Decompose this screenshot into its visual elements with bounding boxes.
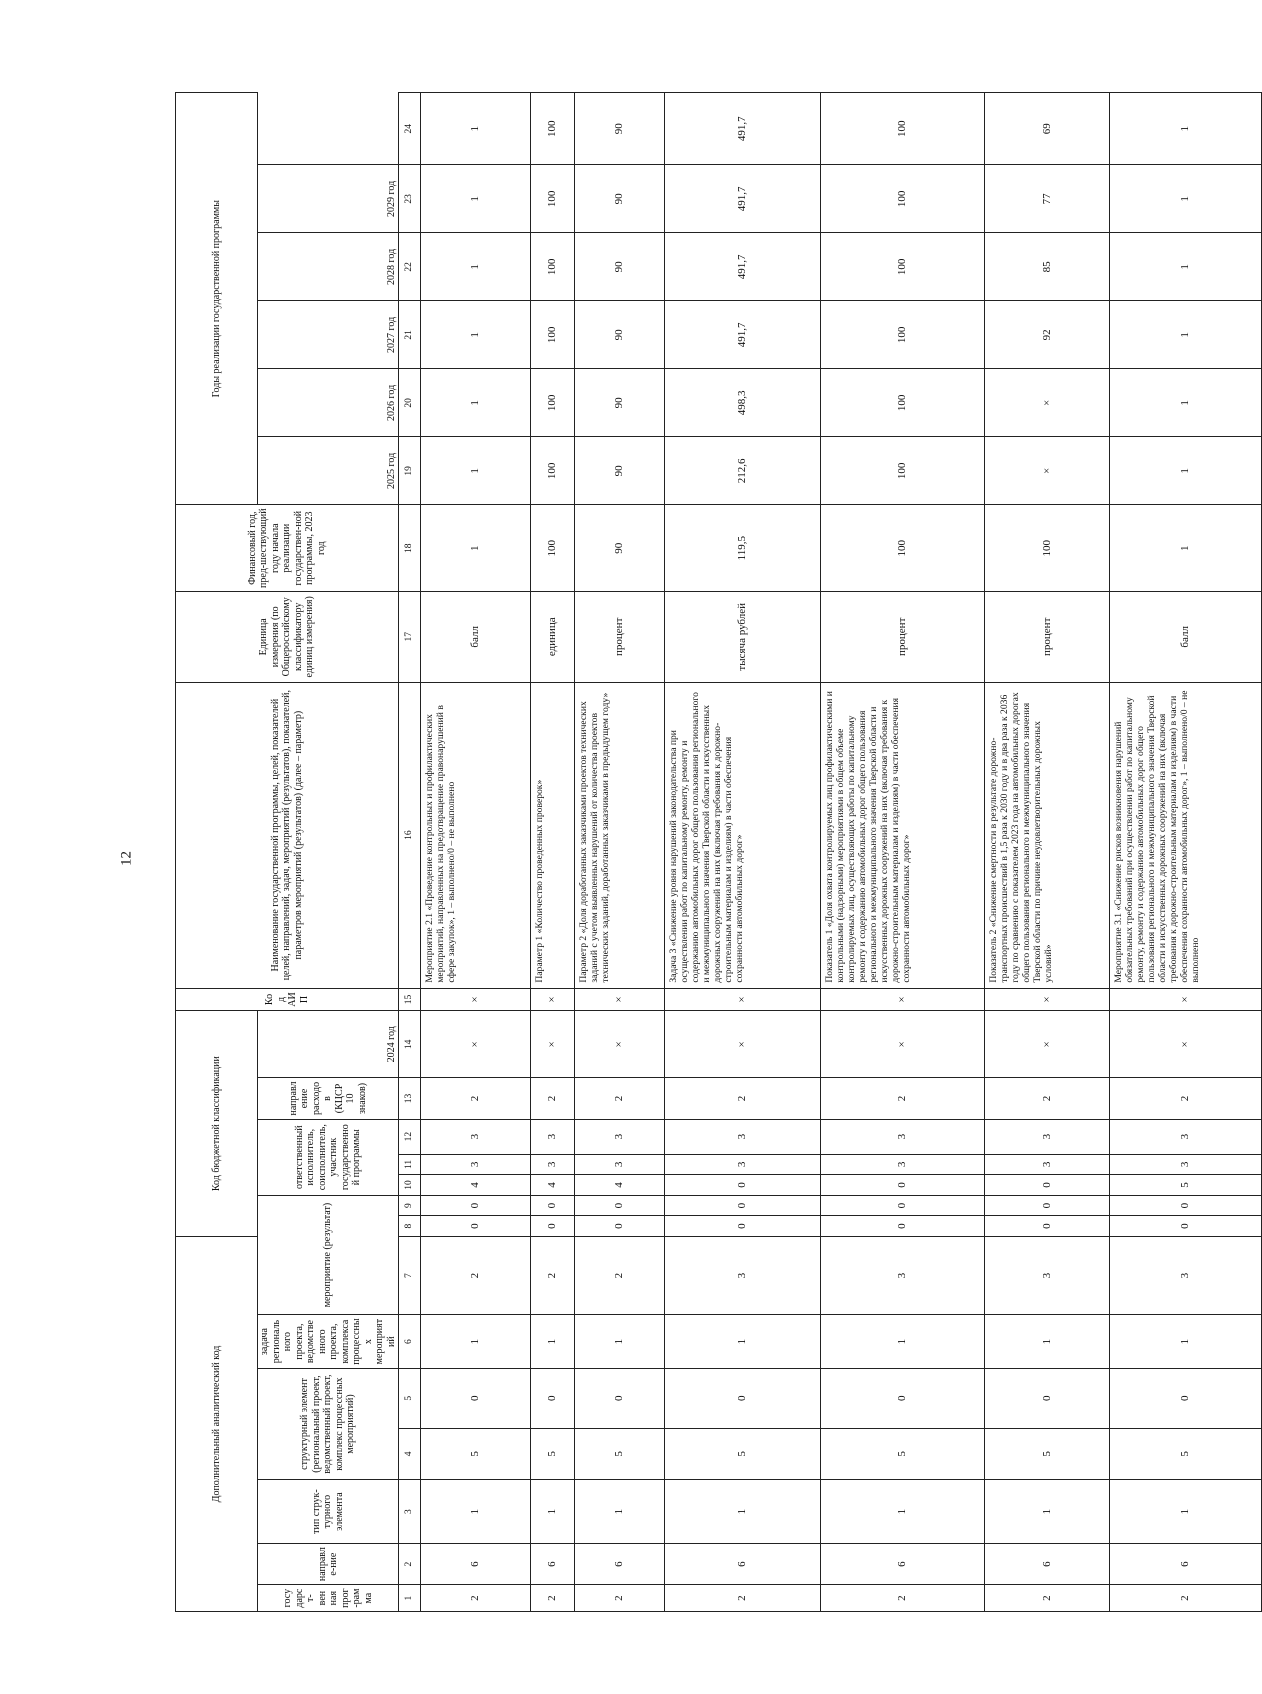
code-cell: × (531, 988, 575, 1011)
year-value: 491,7 (665, 93, 821, 165)
column-number: 4 (399, 1428, 421, 1480)
code-cell: 4 (421, 1175, 531, 1196)
code-cell: × (575, 988, 665, 1011)
code-cell: 5 (575, 1428, 665, 1480)
code-cell: 0 (665, 1216, 821, 1237)
year-value: 1 (1110, 165, 1262, 233)
code-cell: 4 (575, 1175, 665, 1196)
year-value: 498,3 (665, 369, 821, 437)
program-table (175, 92, 1262, 1612)
year-value: 212,6 (665, 437, 821, 505)
year-value: 85 (985, 233, 1110, 301)
year-value: 1 (421, 369, 531, 437)
column-number: 3 (399, 1480, 421, 1544)
aip-code-header: Код АИП (176, 988, 399, 1011)
code-cell: 1 (1110, 1480, 1262, 1544)
code-cell: 1 (985, 1315, 1110, 1369)
code-cell: 3 (665, 1236, 821, 1314)
code-cell: 5 (421, 1428, 531, 1480)
year-value: 491,7 (665, 301, 821, 369)
column-number: 7 (399, 1236, 421, 1314)
year-value: 90 (575, 165, 665, 233)
code-cell: 3 (575, 1119, 665, 1154)
code-cell: 0 (531, 1368, 575, 1428)
unit-header: Единица измерения (по Общероссийскому классификатору единиц измерения) (176, 591, 399, 682)
direction-header: направле-ние (258, 1544, 399, 1585)
year-value: 1 (421, 93, 531, 165)
code-cell: 0 (985, 1216, 1110, 1237)
table-row (421, 93, 531, 1612)
code-cell: 0 (575, 1368, 665, 1428)
code-cell: 3 (531, 1154, 575, 1175)
code-cell: 1 (821, 1315, 985, 1369)
column-number: 22 (399, 233, 421, 301)
column-number: 23 (399, 165, 421, 233)
code-cell: × (421, 1011, 531, 1078)
column-number: 6 (399, 1315, 421, 1369)
year-value: × (985, 369, 1110, 437)
code-cell: 3 (665, 1119, 821, 1154)
struct-type-header: тип струк-турного элемента (258, 1480, 399, 1544)
column-number: 18 (399, 505, 421, 592)
struct-element-header: структурный элемент (региональный проект, ведомственный проект, комплекс процессных мероприятий) (258, 1368, 399, 1479)
year-value: 100 (531, 301, 575, 369)
year-value: 491,7 (665, 165, 821, 233)
year-value: 1 (1110, 437, 1262, 505)
code-cell: 0 (821, 1216, 985, 1237)
code-cell: × (531, 1011, 575, 1078)
year-value: 100 (821, 165, 985, 233)
code-cell: 0 (665, 1195, 821, 1216)
code-cell: 1 (531, 1315, 575, 1369)
code-cell: 5 (985, 1428, 1110, 1480)
code-cell: × (821, 1011, 985, 1078)
code-cell: 3 (531, 1119, 575, 1154)
code-cell: 1 (821, 1480, 985, 1544)
column-number: 16 (399, 682, 421, 988)
code-cell: 0 (985, 1175, 1110, 1196)
code-cell: 6 (665, 1544, 821, 1585)
code-cell: 4 (531, 1175, 575, 1196)
column-number: 2 (399, 1544, 421, 1585)
year-value: 90 (575, 233, 665, 301)
year-value: × (985, 437, 1110, 505)
code-cell: 1 (575, 1315, 665, 1369)
code-cell: 3 (421, 1119, 531, 1154)
code-cell: 5 (1110, 1175, 1262, 1196)
year-value: 100 (531, 93, 575, 165)
code-cell: × (665, 1011, 821, 1078)
code-cell: 2 (1110, 1078, 1262, 1119)
code-cell: 2 (575, 1585, 665, 1612)
year-value: 100 (821, 301, 985, 369)
code-cell: × (1110, 1011, 1262, 1078)
year-value: 90 (575, 437, 665, 505)
code-cell: 3 (821, 1154, 985, 1175)
years-header: Годы реализации государственной программы (176, 93, 258, 505)
column-number: 15 (399, 988, 421, 1011)
code-cell: 1 (531, 1480, 575, 1544)
code-cell: 2 (821, 1078, 985, 1119)
year-header-2: 2025 год (258, 437, 399, 505)
code-cell: 3 (821, 1236, 985, 1314)
code-cell: 2 (421, 1078, 531, 1119)
code-cell: 3 (1110, 1154, 1262, 1175)
code-cell: 3 (985, 1236, 1110, 1314)
code-cell: × (1110, 988, 1262, 1011)
column-number: 14 (399, 1011, 421, 1078)
code-cell: 1 (665, 1315, 821, 1369)
column-number: 9 (399, 1195, 421, 1216)
fin-year-value: 100 (821, 505, 985, 592)
item-name: Показатель 1 «Доля охвата контролируемых лиц профилактическими и контрольными (надзорными) мероприятиями в общем объеме контролируемых лиц, осуществляющих работы по капитальному ремонту и содержанию автомобильных дорог общего пользования регионального и межмуниципального значения Тверской области и искусственных дорожных сооружений на них (включая требования к дорожно-строительным материалам и изделиям) в части обеспечения сохранности автомобильных дорог» (821, 682, 985, 988)
item-name: Задача 3 «Снижение уровня нарушений законодательства при осуществлении работ по капитальному ремонту, ремонту и содержанию автомобильных дорог общего пользования регионального и межмуниципального значения Тверской области и искусственных дорожных сооружений на них (включая требования к дорожно-строительным материалам и изделиям) в части обеспечения сохранности автомобильных дорог» (665, 682, 821, 988)
year-value: 1 (421, 165, 531, 233)
item-name: Мероприятие 3.1 «Снижение рисков возникновения нарушений обязательных требований при осуществлении работ по капитальному ремонту, ремонту и содержанию автомобильных дорог общего пользования регионального и межмуниципального значения Тверской области и искусственных дорожных сооружений на них (включая требования к дорожно-строительным материалам и изделиям) в части обеспечения сохранности автомобильных дорог», 1 – выполнено/0 – не выполнено (1110, 682, 1262, 988)
code-cell: 6 (421, 1544, 531, 1585)
budget-code-header: Код бюджетной классификации (176, 1011, 258, 1237)
year-value: 1 (421, 437, 531, 505)
year-value: 1 (421, 301, 531, 369)
code-cell: 3 (1110, 1119, 1262, 1154)
year-value: 1 (1110, 369, 1262, 437)
fin-year-value: 1 (1110, 505, 1262, 592)
code-cell: 5 (821, 1428, 985, 1480)
year-value: 100 (821, 233, 985, 301)
unit-cell: процент (575, 591, 665, 682)
column-number: 20 (399, 369, 421, 437)
table-row (531, 93, 575, 1612)
code-cell: × (575, 1011, 665, 1078)
unit-cell: процент (985, 591, 1110, 682)
code-cell: 2 (985, 1585, 1110, 1612)
rotated-table-container (175, 92, 1202, 1612)
code-cell: 2 (665, 1585, 821, 1612)
code-cell: 1 (421, 1480, 531, 1544)
unit-cell: процент (821, 591, 985, 682)
code-cell: 1 (985, 1480, 1110, 1544)
code-cell: 0 (531, 1216, 575, 1237)
code-cell: × (985, 988, 1110, 1011)
code-cell: 3 (421, 1154, 531, 1175)
code-cell: 2 (821, 1585, 985, 1612)
code-cell: 6 (531, 1544, 575, 1585)
fin-year-value: 1 (421, 505, 531, 592)
code-cell: × (821, 988, 985, 1011)
year-value: 100 (821, 437, 985, 505)
code-cell: 5 (531, 1428, 575, 1480)
column-number: 5 (399, 1368, 421, 1428)
column-number: 1 (399, 1585, 421, 1612)
column-number: 17 (399, 591, 421, 682)
year-value: 1 (1110, 233, 1262, 301)
code-cell: 3 (985, 1154, 1110, 1175)
code-cell: 2 (665, 1078, 821, 1119)
code-cell: × (985, 1011, 1110, 1078)
year-value: 100 (531, 165, 575, 233)
code-cell: 0 (1110, 1216, 1262, 1237)
column-number: 21 (399, 301, 421, 369)
code-cell: 0 (985, 1195, 1110, 1216)
code-cell: 0 (531, 1195, 575, 1216)
code-cell: 6 (821, 1544, 985, 1585)
code-cell: 0 (421, 1368, 531, 1428)
year-header-6: 2029 год (258, 165, 399, 233)
item-name: Показатель 2 «Снижение смертности в результате дорожно-транспортных происшествий в 1,5 раза к 2030 году и в два раза к 2036 году по сравнению с показателем 2023 года на автомобильных дорогах общего пользования регионального и межмуниципального значения Тверской области по причине неудовлетворительных дорожных условий» (985, 682, 1110, 988)
year-value: 90 (575, 93, 665, 165)
code-cell: 0 (575, 1195, 665, 1216)
year-value: 100 (531, 233, 575, 301)
code-cell: 0 (665, 1175, 821, 1196)
code-cell: 2 (575, 1236, 665, 1314)
code-cell: 3 (575, 1154, 665, 1175)
code-cell: 2 (531, 1078, 575, 1119)
code-cell: × (421, 988, 531, 1011)
code-cell: 0 (665, 1368, 821, 1428)
code-cell: × (665, 988, 821, 1011)
year-value: 92 (985, 301, 1110, 369)
year-header-1: 2024 год (258, 1011, 399, 1078)
column-number: 8 (399, 1216, 421, 1237)
table-row (1110, 93, 1262, 1612)
code-cell: 2 (575, 1078, 665, 1119)
column-number: 12 (399, 1119, 421, 1154)
year-value: 1 (1110, 301, 1262, 369)
expense-direction-header: направление расходов (КЦСР 10 знаков) (258, 1078, 399, 1119)
code-cell: 5 (665, 1428, 821, 1480)
year-header-5: 2028 год (258, 233, 399, 301)
code-cell: 0 (421, 1195, 531, 1216)
measure-header: мероприятие (результат) (258, 1195, 399, 1315)
fin-year-value: 119,5 (665, 505, 821, 592)
code-cell: 0 (1110, 1368, 1262, 1428)
name-header: Наименование государственной программы, целей, показателей целей, направлений, задач, мероприятий (результатов), показателей, параметров мероприятий (результатов) (далее – параметр) (176, 682, 399, 988)
code-cell: 2 (421, 1585, 531, 1612)
code-cell: 1 (575, 1480, 665, 1544)
fin-year-value: 100 (985, 505, 1110, 592)
year-value: 100 (821, 369, 985, 437)
unit-cell: балл (421, 591, 531, 682)
code-cell: 5 (1110, 1428, 1262, 1480)
code-cell: 1 (665, 1480, 821, 1544)
code-cell: 0 (821, 1175, 985, 1196)
code-cell: 6 (985, 1544, 1110, 1585)
table-row (985, 93, 1110, 1612)
code-cell: 0 (575, 1216, 665, 1237)
unit-cell: тысяча рублей (665, 591, 821, 682)
code-cell: 3 (1110, 1236, 1262, 1314)
additional-code-header: Дополнительный аналитический код (176, 1236, 258, 1611)
code-cell: 0 (421, 1216, 531, 1237)
code-cell: 0 (821, 1195, 985, 1216)
year-value: 77 (985, 165, 1110, 233)
year-value: 1 (1110, 93, 1262, 165)
task-header: задача регионального проекта, ведомственного проекта, комплекса процессных мероприятий (258, 1315, 399, 1369)
item-name: Параметр 1 «Количество проведенных проверок» (531, 682, 575, 988)
table-row (821, 93, 985, 1612)
page-number: 12 (118, 851, 135, 866)
code-cell: 6 (575, 1544, 665, 1585)
code-cell: 0 (1110, 1195, 1262, 1216)
executor-header: ответственный исполнитель, соисполнитель, участник государственной программы (258, 1119, 399, 1195)
year-header-3: 2026 год (258, 369, 399, 437)
unit-cell: единица (531, 591, 575, 682)
code-cell: 0 (821, 1368, 985, 1428)
year-value: 1 (421, 233, 531, 301)
column-number: 10 (399, 1175, 421, 1196)
item-name: Мероприятие 2.1 «Проведение контрольных и профилактических мероприятий, направленных на предотвращение правонарушений в сфере закупок», 1 – выполнено/0 – не выполнено (421, 682, 531, 988)
fin-year-value: 100 (531, 505, 575, 592)
code-cell: 6 (1110, 1544, 1262, 1585)
code-cell: 2 (421, 1236, 531, 1314)
code-cell: 2 (1110, 1585, 1262, 1612)
table-row (575, 93, 665, 1612)
year-value: 491,7 (665, 233, 821, 301)
unit-cell: балл (1110, 591, 1262, 682)
year-value: 69 (985, 93, 1110, 165)
year-value: 90 (575, 301, 665, 369)
fin-year-value: 90 (575, 505, 665, 592)
year-value: 100 (821, 93, 985, 165)
code-cell: 3 (985, 1119, 1110, 1154)
code-cell: 3 (821, 1119, 985, 1154)
year-value: 100 (531, 437, 575, 505)
code-cell: 1 (1110, 1315, 1262, 1369)
column-number: 24 (399, 93, 421, 165)
code-cell: 2 (531, 1236, 575, 1314)
table-row (665, 93, 821, 1612)
code-cell: 1 (421, 1315, 531, 1369)
column-number: 19 (399, 437, 421, 505)
column-number: 11 (399, 1154, 421, 1175)
year-header-4: 2027 год (258, 301, 399, 369)
year-value: 100 (531, 369, 575, 437)
code-cell: 0 (985, 1368, 1110, 1428)
program-header: государст-венная прог-рамма (258, 1585, 399, 1612)
year-value: 90 (575, 369, 665, 437)
code-cell: 2 (985, 1078, 1110, 1119)
code-cell: 3 (665, 1154, 821, 1175)
column-number: 13 (399, 1078, 421, 1119)
fin-year-header: Финансовый год, пред-шествующий году начала реализации государствен-ной программы, 2023 год (176, 505, 399, 592)
code-cell: 2 (531, 1585, 575, 1612)
item-name: Параметр 2 «Доля доработанных заказчиками проектов технических заданий с учетом выявленных нарушений от количества проектов технических заданий, доработанных заказчиками в предыдущем году» (575, 682, 665, 988)
